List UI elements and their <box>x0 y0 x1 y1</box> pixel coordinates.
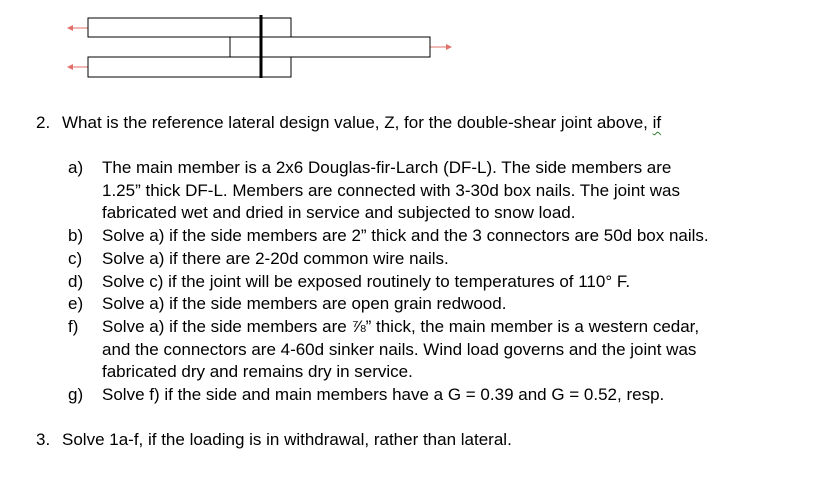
sub-question-line: Solve a) if the side members are open grain redwood. <box>102 294 507 314</box>
sub-question-line: The main member is a 2x6 Douglas-fir-Larch (DF-L). The side members are <box>102 158 672 177</box>
sub-question-line: fabricated dry and remains dry in service. <box>102 362 413 382</box>
question-2-number: 2. <box>36 113 51 132</box>
question-2-text: What is the reference lateral design value, Z, for the double-shear joint above, <box>62 113 653 132</box>
left-arrow-top <box>67 25 88 31</box>
double-shear-joint-diagram <box>0 0 838 100</box>
question-3 <box>36 429 512 451</box>
sub-question-label: g) <box>68 385 84 404</box>
question-3-text: Solve 1a-f, if the loading is in withdrawal, rather than lateral. <box>62 430 512 449</box>
sub-question-label: b) <box>68 226 84 246</box>
question-2 <box>36 112 661 134</box>
question-3-number: 3. <box>36 430 51 449</box>
sub-question-line: and the connectors are 4-60d sinker nails. Wind load governs and the joint was <box>102 339 697 359</box>
sub-question-line: 1.25” thick DF-L. Members are connected with 3-30d box nails. The joint was <box>102 180 680 200</box>
sub-question-line: Solve c) if the joint will be exposed routinely to temperatures of 110° F. <box>102 271 631 291</box>
question-2-if: if <box>652 113 662 132</box>
sub-question-label: e) <box>68 294 84 314</box>
sub-question-line: Solve a) if there are 2-20d common wire nails. <box>102 248 449 268</box>
sub-question-line: fabricated wet and dried in service and subjected to snow load. <box>102 203 576 223</box>
right-arrow <box>430 44 452 50</box>
sub-question-line: Solve a) if the side members are 2” thick and the 3 connectors are 50d box nails. <box>102 226 709 246</box>
sub-question-label: d) <box>68 271 84 291</box>
sub-question-label: c) <box>68 248 83 268</box>
sub-question-label: f) <box>68 316 79 336</box>
sub-question-line: Solve a) if the side members are ⅞” thick, the main member is a western cedar, <box>102 316 700 336</box>
sub-question-label: a) <box>68 158 84 177</box>
left-arrow-bottom <box>67 64 88 70</box>
sub-question-line: Solve f) if the side and main members have a G = 0.39 and G = 0.52, resp. <box>102 385 665 404</box>
